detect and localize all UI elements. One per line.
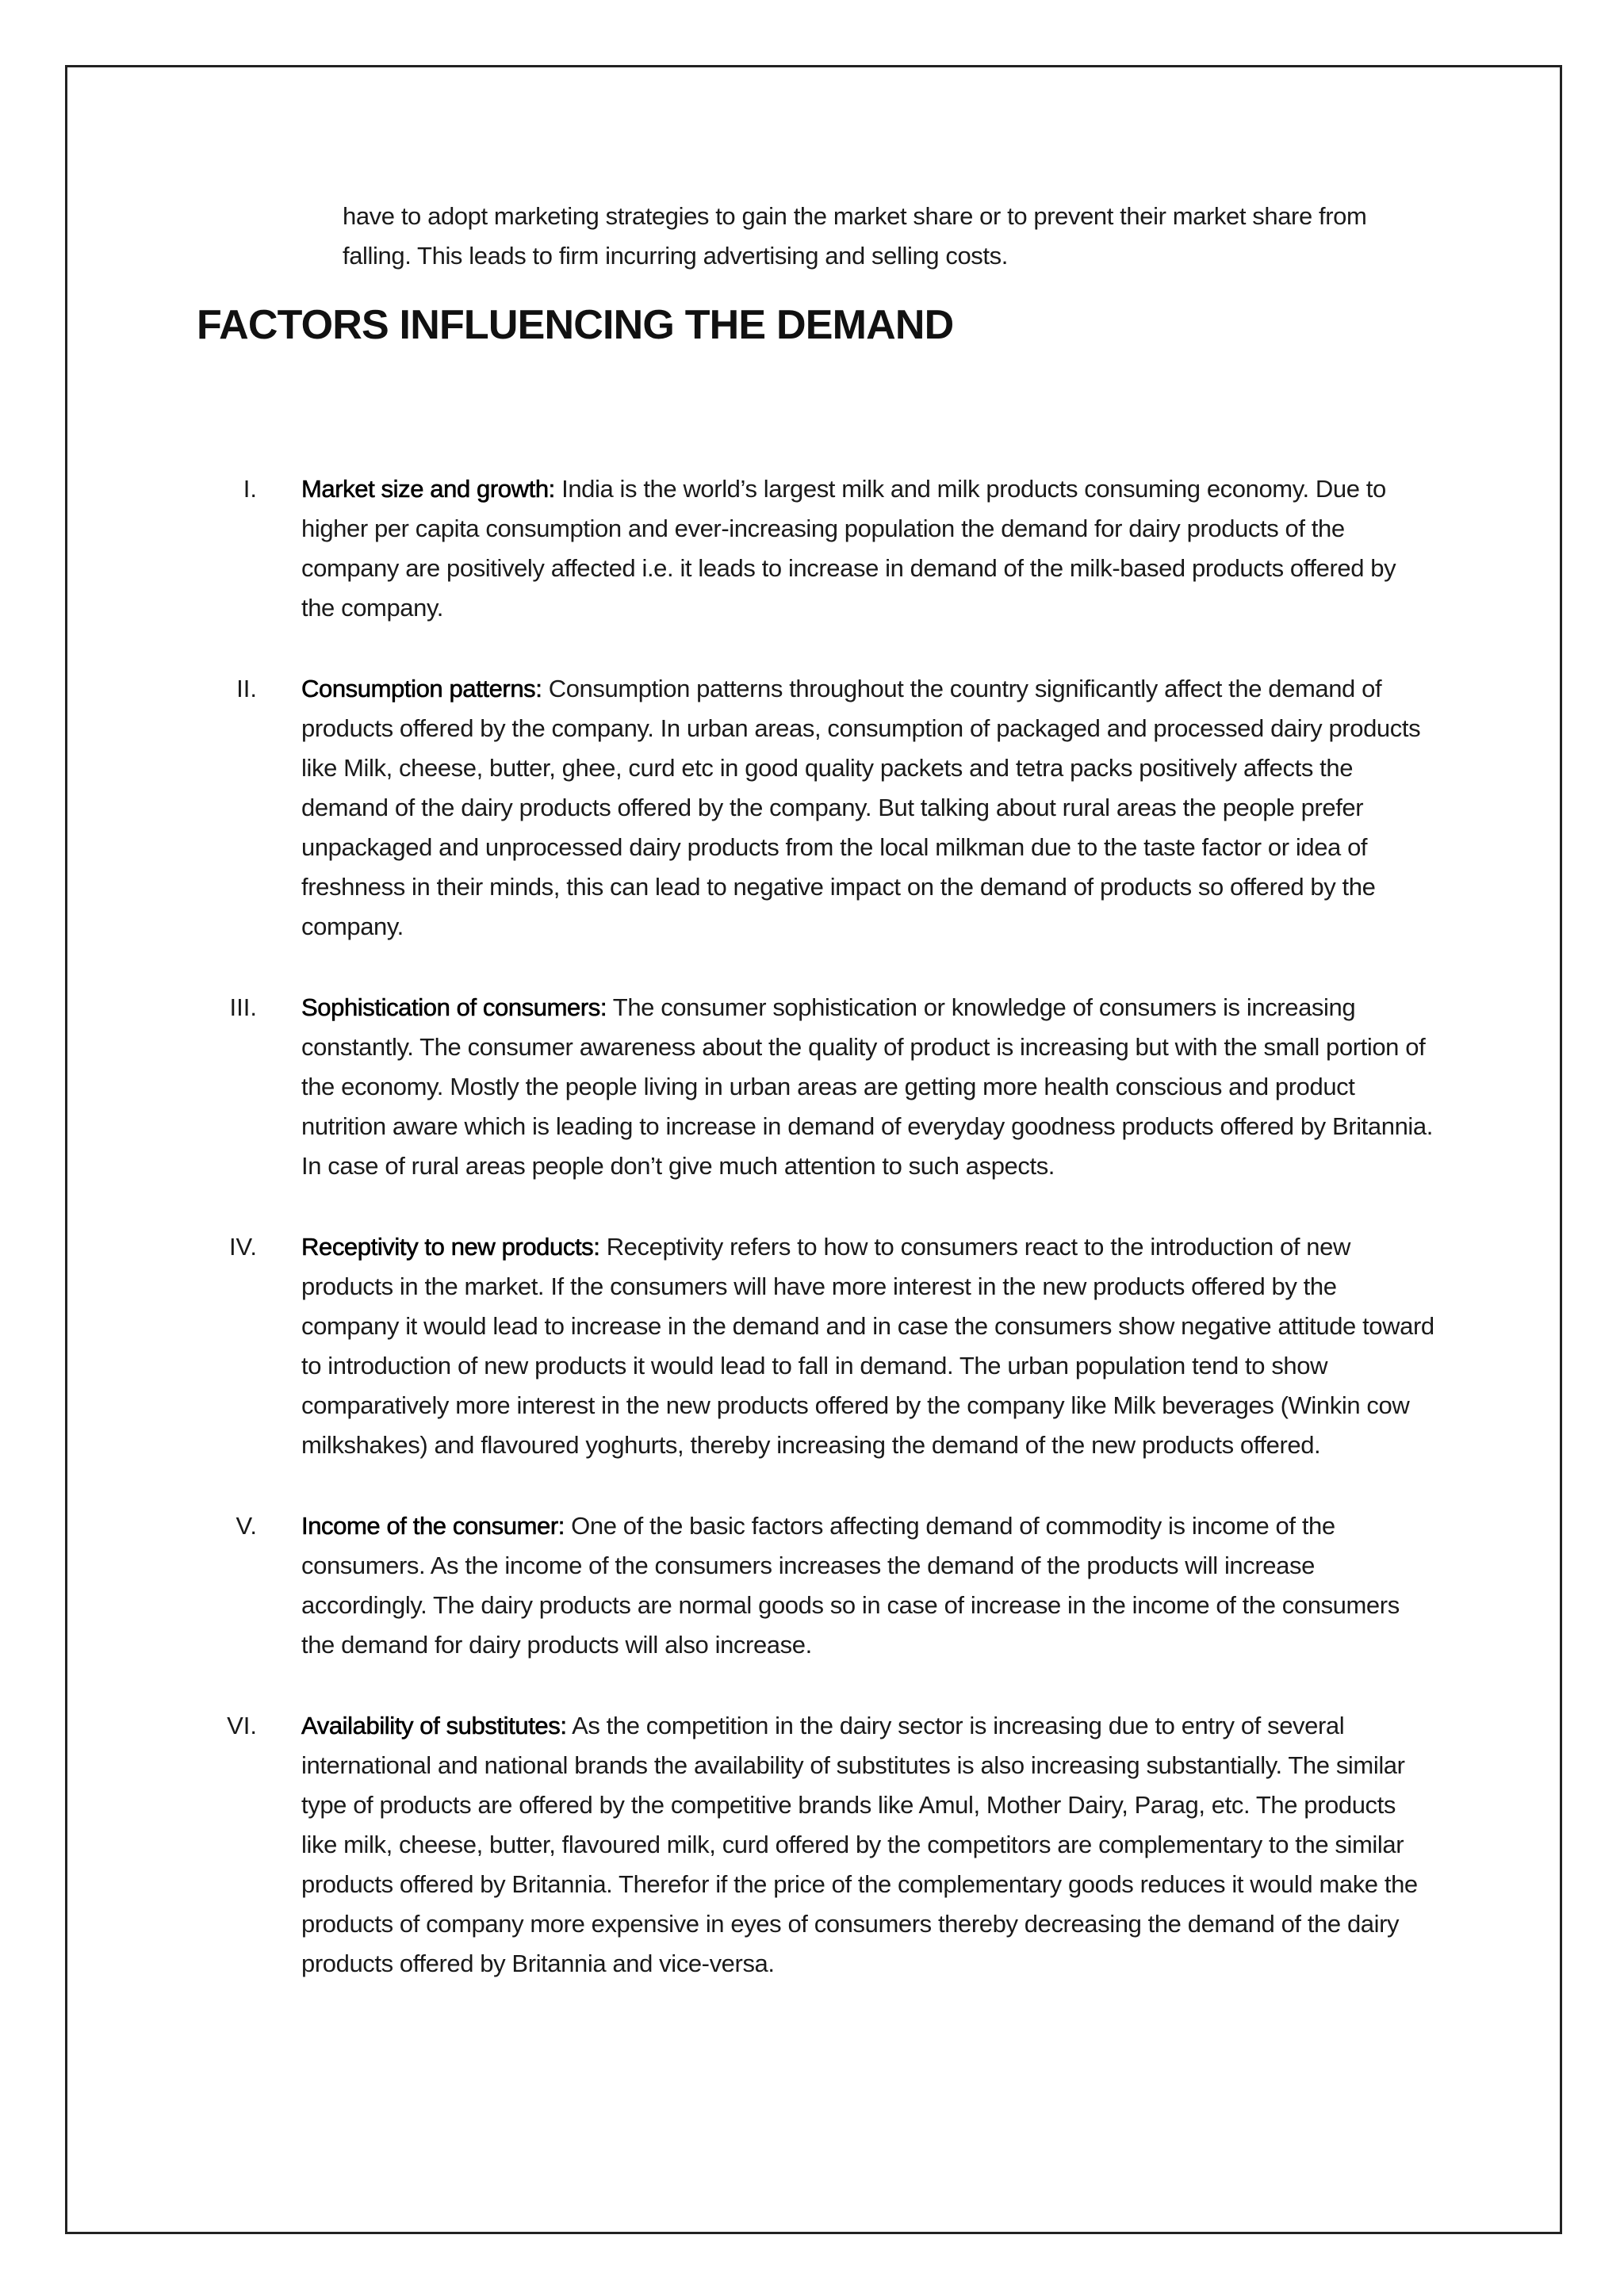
- factor-title: Sophistication of consumers:: [301, 993, 607, 1021]
- factors-list: [198, 469, 1435, 2025]
- factor-item: [198, 1506, 1435, 1665]
- factor-body: As the competition in the dairy sector is increasing due to entry of several international and national brands the availability of substitutes is also increasing substantially. The similar type of products are offered by the competitive brands like Amul, Mother Dairy, Parag, etc. The products like milk, cheese, butter, flavoured milk, curd offered by the competitors are complementary to the similar products offered by Britannia. Therefor if the price of the complementary goods reduces it would make the products of company more expensive in eyes of consumers thereby decreasing the demand of the dairy products offered by Britannia and vice-versa.: [301, 1712, 1418, 1977]
- factor-title: Market size and growth:: [301, 475, 555, 503]
- factor-numeral: II.: [236, 675, 257, 702]
- factor-body: India is the world’s largest milk and milk products consuming economy. Due to higher per capita consumption and ever-increasing population the demand for dairy products of the company are positively affected i.e. it leads to increase in demand of the milk-based products offered by the company.: [301, 475, 1396, 622]
- factor-body: The consumer sophistication or knowledge of consumers is increasing constantly. The consumer awareness about the quality of product is increasing but with the small portion of the economy. Mostly the people living in urban areas are getting more health conscious and product nutrition aware which is leading to increase in demand of everyday goodness products offered by Britannia. In case of rural areas people don’t give much attention to such aspects.: [301, 993, 1433, 1180]
- factor-numeral: V.: [236, 1512, 257, 1540]
- factor-item: [198, 1227, 1435, 1465]
- section-heading: FACTORS INFLUENCING THE DEMAND: [197, 302, 954, 348]
- factor-title: Receptivity to new products:: [301, 1233, 600, 1261]
- factor-title: Income of the consumer:: [301, 1512, 565, 1540]
- factor-body: One of the basic factors affecting demand of commodity is income of the consumers. As the income of the consumers increases the demand of the products will increase accordingly. The dairy products are normal goods so in case of increase in the income of the consumers the demand for dairy products will also increase.: [301, 1512, 1400, 1659]
- factor-text: [295, 469, 1435, 628]
- factor-numeral: VI.: [227, 1712, 257, 1739]
- factor-text: [295, 1506, 1435, 1665]
- factor-item: [198, 1706, 1435, 1984]
- factor-text: [295, 1706, 1435, 1984]
- factor-text: [295, 1227, 1435, 1465]
- factor-item: [198, 988, 1435, 1186]
- factor-item: [198, 669, 1435, 947]
- factor-numeral: IV.: [228, 1233, 257, 1261]
- factor-body: Receptivity refers to how to consumers react to the introduction of new products in the market. If the consumers will have more interest in the new products offered by the company it would lead to increase in the demand and in case the consumers show negative attitude toward to introduction of new products it would lead to fall in demand. The urban population tend to show comparatively more interest in the new products offered by the company like Milk beverages (Winkin cow milkshakes) and flavoured yoghurts, thereby increasing the demand of the new products offered.: [301, 1233, 1434, 1459]
- factor-numeral: I.: [243, 475, 257, 503]
- factor-title: Availability of substitutes:: [301, 1712, 567, 1739]
- factor-item: [198, 469, 1435, 628]
- factor-text: [295, 669, 1435, 947]
- factor-text: [295, 988, 1435, 1186]
- factor-numeral: III.: [229, 993, 257, 1021]
- factor-title: Consumption patterns:: [301, 675, 542, 702]
- factor-body: Consumption patterns throughout the country significantly affect the demand of products offered by the company. In urban areas, consumption of packaged and processed dairy products like Milk, cheese, butter, ghee, curd etc in good quality packets and tetra packs positively affects the demand of the dairy products offered by the company. But talking about rural areas the people prefer unpackaged and unprocessed dairy products from the local milkman due to the taste factor or idea of freshness in their minds, this can lead to negative impact on the demand of products so offered by the company.: [301, 675, 1421, 940]
- intro-paragraph: have to adopt marketing strategies to gain the market share or to prevent their market share from falling. This leads to firm incurring advertising and selling costs.: [343, 202, 1367, 270]
